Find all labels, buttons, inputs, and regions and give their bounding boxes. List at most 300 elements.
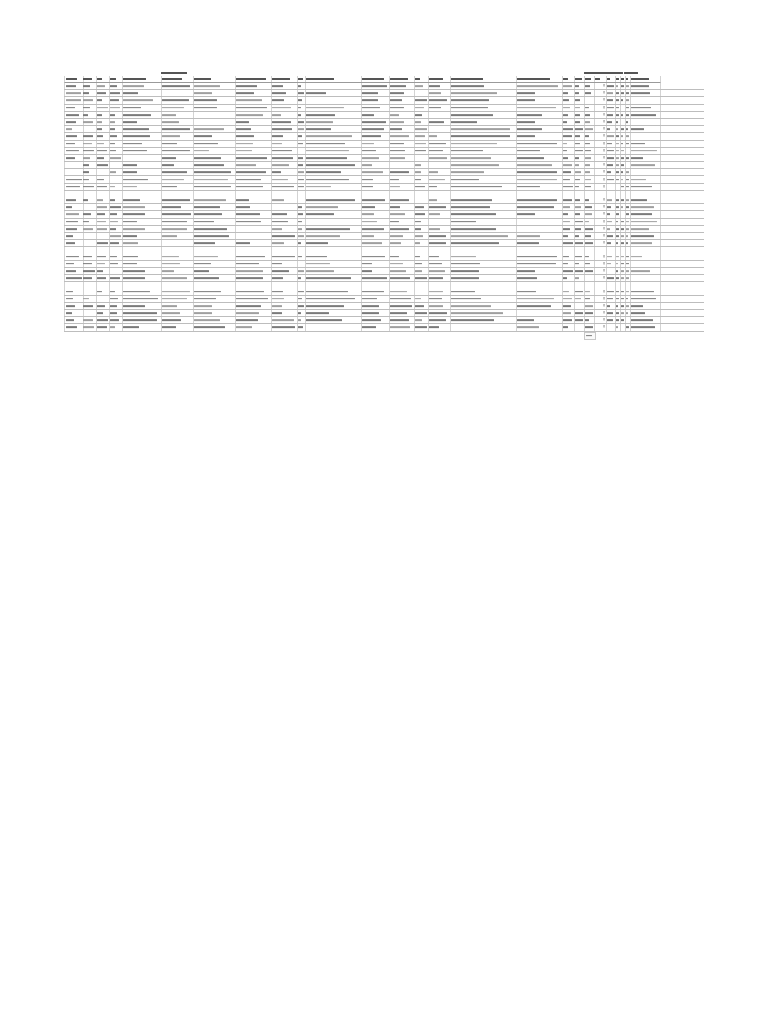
cell-text <box>616 228 619 230</box>
cell-text <box>236 100 262 102</box>
cell-text <box>517 164 552 166</box>
cell-text <box>626 206 629 208</box>
cell-text <box>575 100 580 102</box>
cell <box>630 275 661 281</box>
cell <box>414 105 429 111</box>
cell <box>389 317 415 323</box>
cell <box>428 268 451 274</box>
cell-text <box>631 128 644 130</box>
cell <box>64 275 84 281</box>
cell-text <box>575 121 580 123</box>
cell <box>630 310 661 316</box>
cell <box>109 105 123 111</box>
cell-text <box>390 327 410 329</box>
cell <box>305 176 362 182</box>
cell-text <box>362 186 373 188</box>
cell <box>414 197 429 203</box>
cell <box>271 296 298 302</box>
cell-text <box>272 263 282 265</box>
cell <box>235 226 272 232</box>
cell <box>122 141 162 147</box>
rows <box>64 76 704 338</box>
cell <box>305 261 362 267</box>
cell-text <box>298 172 304 174</box>
cell-text <box>563 277 567 279</box>
cell <box>414 296 429 302</box>
cell <box>235 133 272 139</box>
cell-text <box>194 206 220 208</box>
cell-text <box>585 164 590 166</box>
cell-text <box>517 150 540 152</box>
cell <box>305 133 362 139</box>
cell-text <box>429 228 440 230</box>
cell-text <box>194 263 211 265</box>
cell-text <box>272 100 284 102</box>
cell-text <box>563 164 572 166</box>
cell-text <box>66 263 74 265</box>
cell-text <box>626 256 629 258</box>
cell-text <box>306 92 326 94</box>
cell <box>630 76 661 83</box>
cell-text <box>236 157 267 159</box>
cell-text <box>585 199 589 201</box>
cell-text <box>306 78 334 80</box>
cell-text <box>616 327 618 329</box>
cell <box>305 197 362 203</box>
cell-text <box>390 121 404 123</box>
cell-text <box>306 291 348 293</box>
cell <box>271 169 298 175</box>
cell-text <box>110 150 116 152</box>
cell-text <box>631 199 647 201</box>
cell-text <box>272 256 295 258</box>
cell-text <box>626 78 628 80</box>
cell <box>516 155 563 161</box>
cell-text <box>429 206 446 208</box>
cell-text <box>97 128 102 130</box>
cell-text <box>97 242 108 244</box>
cell <box>414 204 429 210</box>
cell <box>271 176 298 182</box>
cell-text <box>272 186 294 188</box>
cell-text <box>162 270 174 272</box>
cell <box>305 226 362 232</box>
cell <box>450 105 517 111</box>
count-value: 0 <box>603 184 605 189</box>
cell-text <box>97 179 104 181</box>
table-row <box>64 211 704 218</box>
cell-text <box>415 327 427 329</box>
cell-text <box>123 256 138 258</box>
cell-text <box>626 92 629 94</box>
cell-text <box>123 136 150 138</box>
cell <box>450 141 517 147</box>
cell-text <box>607 143 612 145</box>
cell-text <box>236 214 260 216</box>
cell-text <box>123 85 144 87</box>
cell <box>235 176 272 182</box>
cell <box>516 197 563 203</box>
cell <box>122 219 162 225</box>
cell <box>516 119 563 125</box>
cell <box>389 162 415 168</box>
count-value: 0 <box>603 253 605 258</box>
cell <box>122 112 162 118</box>
cell <box>428 303 451 309</box>
cell <box>82 204 97 210</box>
cell-text <box>621 263 624 265</box>
cell-text <box>236 277 263 279</box>
cell <box>361 112 390 118</box>
cell-text <box>306 298 355 300</box>
cell <box>450 324 517 330</box>
cell-text <box>517 206 554 208</box>
cell <box>389 261 415 267</box>
cell-text <box>123 277 145 279</box>
cell-text <box>66 319 74 321</box>
cell <box>109 97 123 103</box>
header-text <box>609 72 623 74</box>
cell <box>109 83 123 89</box>
cell-text <box>616 136 619 138</box>
cell <box>516 310 563 316</box>
cell <box>64 176 84 182</box>
cell-text <box>616 157 619 159</box>
cell-text <box>110 172 116 174</box>
cell <box>82 169 97 175</box>
cell-text <box>66 199 76 201</box>
cell <box>305 204 362 210</box>
cell-text <box>631 107 651 109</box>
cell-text <box>415 214 425 216</box>
cell <box>450 268 517 274</box>
cell <box>96 240 110 246</box>
cell-text <box>575 172 581 174</box>
cell <box>428 119 451 125</box>
cell-text <box>585 157 591 159</box>
cell <box>122 148 162 154</box>
count-value: 0 <box>603 296 605 301</box>
cell-text <box>194 228 227 230</box>
cell-text <box>110 85 117 87</box>
cell <box>414 169 429 175</box>
cell-text <box>390 143 404 145</box>
cell <box>122 90 162 96</box>
cell-text <box>517 319 534 321</box>
cell <box>630 90 661 96</box>
cell <box>630 317 661 323</box>
cell-text <box>563 121 567 123</box>
cell <box>64 97 84 103</box>
cell-text <box>194 319 220 321</box>
cell <box>235 233 272 239</box>
cell-text <box>162 100 189 102</box>
count-value: 0 <box>603 240 605 245</box>
cell <box>96 133 110 139</box>
cell-text <box>97 256 106 258</box>
cell-text <box>626 85 629 87</box>
cell <box>109 76 123 83</box>
cell-text <box>194 312 212 314</box>
cell <box>82 176 97 182</box>
cell <box>82 119 97 125</box>
cell-text <box>306 214 334 216</box>
cell-text <box>429 256 439 258</box>
cell-text <box>429 305 443 307</box>
cell-text <box>415 305 424 307</box>
cell <box>361 310 390 316</box>
cell <box>414 310 429 316</box>
cell-text <box>66 221 78 223</box>
cell-text <box>517 270 535 272</box>
cell <box>82 288 97 294</box>
cell-text <box>66 298 73 300</box>
cell-text <box>272 235 295 237</box>
cell <box>428 261 451 267</box>
cell-text <box>585 85 590 87</box>
cell <box>305 162 362 168</box>
cell-text <box>306 150 349 152</box>
cell-text <box>236 179 261 181</box>
cell-text <box>362 263 372 265</box>
cell <box>271 162 298 168</box>
cell-text <box>162 291 190 293</box>
cell-text <box>236 114 263 116</box>
cell <box>161 83 194 89</box>
table-row <box>64 261 704 268</box>
cell-text <box>236 319 258 321</box>
cell-text <box>631 206 654 208</box>
cell <box>64 105 84 111</box>
cell-text <box>429 319 446 321</box>
cell-text <box>110 319 119 321</box>
cell-text <box>362 172 383 174</box>
cell-text <box>575 107 580 109</box>
cell-text <box>390 277 410 279</box>
cell <box>361 240 390 246</box>
cell-text <box>451 298 481 300</box>
cell <box>96 119 110 125</box>
cell-text <box>575 114 580 116</box>
cell-text <box>451 179 479 181</box>
cell-text <box>451 214 496 216</box>
cell-text <box>451 100 489 102</box>
cell-text <box>123 114 151 116</box>
cell-text <box>607 136 614 138</box>
cell-text <box>123 172 137 174</box>
cell-text <box>563 136 572 138</box>
cell-text <box>194 186 231 188</box>
cell-text <box>451 199 492 201</box>
cell-text <box>563 150 567 152</box>
cell <box>109 184 123 190</box>
cell-text <box>123 312 157 314</box>
cell-text <box>595 78 600 80</box>
cell-text <box>272 298 284 300</box>
cell <box>389 141 415 147</box>
cell-text <box>66 92 81 94</box>
cell-text <box>83 214 91 216</box>
cell-text <box>607 319 613 321</box>
cell-text <box>607 157 614 159</box>
cell-text <box>607 150 614 152</box>
cell <box>361 317 390 323</box>
table-row <box>64 296 704 303</box>
cell-text <box>194 85 220 87</box>
cell-text <box>585 263 590 265</box>
cell-text <box>97 277 106 279</box>
cell-text <box>66 143 75 145</box>
cell <box>64 155 84 161</box>
cell <box>305 303 362 309</box>
cell-text <box>306 128 331 130</box>
cell-text <box>362 206 375 208</box>
cell-text <box>390 100 402 102</box>
cell <box>271 148 298 154</box>
cell <box>630 155 661 161</box>
cell-text <box>616 179 619 181</box>
cell-text <box>451 291 475 293</box>
cell-text <box>390 270 406 272</box>
cell-text <box>272 114 281 116</box>
cell <box>64 233 84 239</box>
cell-text <box>415 143 426 145</box>
cell-text <box>585 221 589 223</box>
cell-text <box>298 107 301 109</box>
cell-text <box>272 319 294 321</box>
cell <box>235 148 272 154</box>
cell <box>161 219 194 225</box>
cell-text <box>272 136 283 138</box>
cell <box>389 76 415 83</box>
cell <box>516 176 563 182</box>
cell <box>235 324 272 330</box>
cell <box>82 184 97 190</box>
cell-text <box>236 78 266 80</box>
cell <box>109 226 123 232</box>
cell-text <box>272 221 288 223</box>
cell <box>193 197 236 203</box>
cell <box>450 83 517 89</box>
cell-text <box>585 107 589 109</box>
table-row <box>64 169 704 176</box>
cell <box>305 112 362 118</box>
cell <box>271 141 298 147</box>
count-value: 0 <box>603 176 605 181</box>
cell-text <box>631 92 650 94</box>
table-row <box>64 176 704 183</box>
cell-text <box>607 291 614 293</box>
cell-text <box>429 214 440 216</box>
cell <box>235 169 272 175</box>
cell-text <box>616 206 619 208</box>
cell <box>428 148 451 154</box>
cell-text <box>616 199 619 201</box>
cell-text <box>162 327 176 329</box>
cell-text <box>97 150 107 152</box>
cell-text <box>626 327 629 329</box>
cell-text <box>616 164 619 166</box>
cell <box>450 162 517 168</box>
cell <box>235 317 272 323</box>
cell-text <box>429 277 443 279</box>
cell-text <box>298 235 304 237</box>
cell-text <box>83 150 94 152</box>
cell-text <box>415 121 421 123</box>
cell <box>516 97 563 103</box>
cell-text <box>563 214 568 216</box>
cell <box>516 76 563 83</box>
cell <box>64 261 84 267</box>
cell-text <box>194 256 218 258</box>
cell-text <box>585 298 590 300</box>
cell-text <box>162 263 180 265</box>
cell <box>161 126 194 132</box>
cell <box>450 148 517 154</box>
cell-text <box>517 291 536 293</box>
table-row <box>64 226 704 233</box>
cell-text <box>585 228 593 230</box>
cell-text <box>162 228 187 230</box>
cell <box>361 296 390 302</box>
cell <box>193 162 236 168</box>
count-value: 0 <box>603 197 605 202</box>
cell-text <box>390 221 399 223</box>
cell <box>64 288 84 294</box>
cell-text <box>563 305 571 307</box>
cell <box>193 126 236 132</box>
cell <box>271 126 298 132</box>
count-value: 0 <box>603 104 605 109</box>
cell-text <box>626 100 629 102</box>
cell <box>96 261 110 267</box>
cell-text <box>306 121 333 123</box>
cell-text <box>194 270 209 272</box>
cell <box>96 254 110 260</box>
cell-text <box>390 114 399 116</box>
cell <box>122 119 162 125</box>
count-value: 0 <box>603 288 605 293</box>
cell-text <box>110 214 117 216</box>
cell-text <box>626 263 629 265</box>
cell-text <box>362 121 386 123</box>
cell <box>516 148 563 154</box>
cell-text <box>563 199 572 201</box>
cell-text <box>194 277 219 279</box>
cell-text <box>66 107 75 109</box>
cell <box>96 97 110 103</box>
cell-text <box>390 199 409 201</box>
cell <box>109 126 123 132</box>
cell-text <box>517 235 540 237</box>
table-row <box>64 310 704 317</box>
cell <box>361 148 390 154</box>
cell <box>389 90 415 96</box>
cell-text <box>66 277 82 279</box>
cell-text <box>162 199 190 201</box>
cell <box>361 204 390 210</box>
cell-text <box>415 228 421 230</box>
cell <box>109 90 123 96</box>
cell <box>122 83 162 89</box>
cell <box>82 240 97 246</box>
cell-text <box>236 305 261 307</box>
cell-text <box>110 256 117 258</box>
cell <box>414 240 429 246</box>
cell-text <box>236 121 249 123</box>
cell <box>96 233 110 239</box>
cell-text <box>97 263 105 265</box>
